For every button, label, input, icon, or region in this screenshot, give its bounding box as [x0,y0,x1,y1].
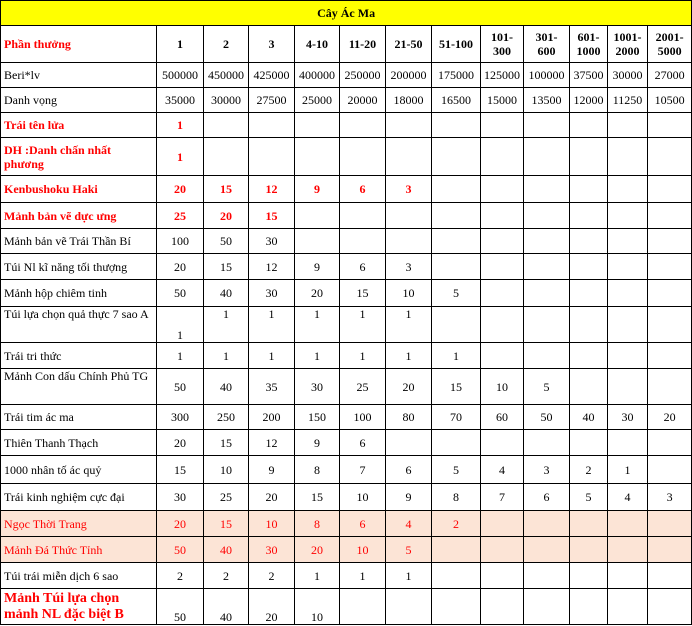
value-cell: 7 [340,456,386,484]
value-cell: 2 [204,563,249,589]
value-cell: 1 [295,343,340,369]
value-cell [340,229,386,254]
value-cell [481,537,524,563]
value-cell: 300 [157,405,204,430]
row-label: Thiên Thanh Thạch [1,430,157,456]
value-cell [608,563,648,589]
value-cell: 15 [204,511,249,537]
table-row [1,589,692,625]
value-cell [524,176,570,203]
value-cell: 100000 [524,63,570,88]
value-cell: 15 [295,484,340,511]
value-cell: 9 [295,254,340,280]
column-header: 1001-2000 [608,26,648,63]
value-cell: 10 [386,280,432,307]
row-label: Trái kinh nghiệm cực đại [1,484,157,511]
value-cell [570,254,608,280]
value-cell [432,537,481,563]
value-cell: 175000 [432,63,481,88]
value-cell: 50 [157,589,204,625]
value-cell: 20 [295,537,340,563]
column-header: 11-20 [340,26,386,63]
value-cell: 4 [386,511,432,537]
value-cell: 80 [386,405,432,430]
value-cell [432,176,481,203]
value-cell [481,254,524,280]
value-cell: 15 [157,456,204,484]
value-cell [608,511,648,537]
value-cell [481,229,524,254]
value-cell: 40 [204,280,249,307]
value-cell: 15 [204,176,249,203]
value-cell [524,430,570,456]
column-header: 301-600 [524,26,570,63]
value-cell: 1 [432,343,481,369]
table-row [1,88,692,113]
value-cell [648,589,692,625]
value-cell [648,511,692,537]
value-cell: 20 [249,484,295,511]
value-cell: 1 [204,343,249,369]
value-cell [386,203,432,229]
value-cell [432,113,481,138]
value-cell: 20 [648,405,692,430]
value-cell [608,254,648,280]
value-cell [608,280,648,307]
value-cell: 30 [249,280,295,307]
value-cell [608,229,648,254]
value-cell [570,537,608,563]
value-cell: 7 [481,484,524,511]
value-cell: 2 [157,563,204,589]
row-label: Trái tri thức [1,343,157,369]
value-cell: 15 [249,203,295,229]
value-cell [608,307,648,343]
column-header: 101-300 [481,26,524,63]
value-cell: 30 [295,369,340,405]
value-cell [432,138,481,176]
table-row [1,405,692,430]
value-cell [648,343,692,369]
value-cell: 40 [204,589,249,625]
value-cell: 35000 [157,88,204,113]
value-cell: 50 [524,405,570,430]
value-cell: 20 [157,430,204,456]
value-cell [570,138,608,176]
value-cell [386,113,432,138]
row-label: Mảnh Túi lựa chọn mảnh NL đặc biệt B [1,589,157,625]
value-cell: 13500 [524,88,570,113]
table-row [1,113,692,138]
value-cell: 5 [524,369,570,405]
value-cell: 20 [157,176,204,203]
value-cell: 1 [157,113,204,138]
value-cell [295,229,340,254]
table-row [1,563,692,589]
table-row [1,63,692,88]
value-cell [648,537,692,563]
value-cell [481,511,524,537]
value-cell: 25 [204,484,249,511]
value-cell [570,369,608,405]
table-row [1,280,692,307]
table-row [1,176,692,203]
value-cell: 1 [249,343,295,369]
value-cell: 150 [295,405,340,430]
value-cell: 20 [249,589,295,625]
value-cell [481,430,524,456]
value-cell: 9 [295,430,340,456]
row-label: Trái tim ác ma [1,405,157,430]
value-cell: 1 [204,307,249,343]
value-cell: 2 [432,511,481,537]
value-cell: 8 [295,511,340,537]
column-header: 4-10 [295,26,340,63]
table-row [1,307,692,343]
value-cell: 450000 [204,63,249,88]
value-cell: 1 [340,563,386,589]
value-cell: 6 [340,511,386,537]
value-cell [481,203,524,229]
value-cell: 5 [432,456,481,484]
value-cell: 10500 [648,88,692,113]
value-cell: 200 [249,405,295,430]
table-body [1,26,692,625]
value-cell [608,113,648,138]
value-cell [386,229,432,254]
column-header: 601-1000 [570,26,608,63]
row-label: Túi Nl kĩ năng tối thượng [1,254,157,280]
column-header: 2 [204,26,249,63]
column-header: 1 [157,26,204,63]
value-cell: 60 [481,405,524,430]
value-cell: 4 [608,484,648,511]
value-cell [648,430,692,456]
value-cell [204,113,249,138]
value-cell [570,307,608,343]
value-cell [524,511,570,537]
value-cell [524,113,570,138]
table-row [1,511,692,537]
value-cell [524,307,570,343]
header-label: Phần thưởng [1,26,157,63]
table-row [1,537,692,563]
table-row [1,254,692,280]
value-cell: 1 [386,563,432,589]
value-cell: 500000 [157,63,204,88]
value-cell [524,343,570,369]
value-cell: 4 [481,456,524,484]
value-cell: 5 [386,537,432,563]
value-cell [570,563,608,589]
value-cell [570,511,608,537]
value-cell [295,113,340,138]
value-cell: 20 [157,254,204,280]
value-cell [570,430,608,456]
value-cell [608,176,648,203]
value-cell [570,589,608,625]
value-cell [249,138,295,176]
table-row [1,138,692,176]
value-cell: 40 [204,369,249,405]
value-cell [481,563,524,589]
header-row [1,26,692,63]
value-cell [648,369,692,405]
value-cell: 25000 [295,88,340,113]
value-cell: 50 [157,369,204,405]
value-cell: 50 [204,229,249,254]
value-cell [608,203,648,229]
value-cell: 1 [157,343,204,369]
value-cell [432,203,481,229]
column-header: 2001-5000 [648,26,692,63]
table-row [1,456,692,484]
value-cell: 2 [570,456,608,484]
value-cell: 1 [295,307,340,343]
value-cell: 25 [340,369,386,405]
value-cell: 15 [204,430,249,456]
value-cell [608,369,648,405]
value-cell [340,203,386,229]
value-cell [608,430,648,456]
value-cell [570,280,608,307]
value-cell: 40 [570,405,608,430]
value-cell: 250000 [340,63,386,88]
value-cell [340,589,386,625]
value-cell [648,229,692,254]
value-cell: 30 [249,229,295,254]
value-cell [648,203,692,229]
value-cell [524,280,570,307]
value-cell [570,113,608,138]
value-cell [524,229,570,254]
table-row [1,343,692,369]
value-cell: 40 [204,537,249,563]
value-cell: 1 [157,307,204,343]
row-label: Túi lựa chọn quả thực 7 sao A [1,307,157,343]
value-cell [481,307,524,343]
value-cell: 10 [481,369,524,405]
value-cell [432,307,481,343]
value-cell [295,203,340,229]
table-row [1,229,692,254]
value-cell: 30 [608,405,648,430]
value-cell [608,537,648,563]
value-cell: 9 [249,456,295,484]
value-cell: 12 [249,430,295,456]
row-label: Mảnh bản vẽ dực ưng [1,203,157,229]
value-cell: 12000 [570,88,608,113]
value-cell [340,138,386,176]
value-cell [648,307,692,343]
row-label: Trái tên lửa [1,113,157,138]
row-label: DH :Danh chấn nhất phương [1,138,157,176]
value-cell: 27500 [249,88,295,113]
value-cell [386,589,432,625]
value-cell [432,430,481,456]
value-cell: 9 [386,484,432,511]
value-cell [386,430,432,456]
value-cell [648,563,692,589]
value-cell: 30 [249,537,295,563]
value-cell: 6 [524,484,570,511]
value-cell: 18000 [386,88,432,113]
row-label: Ngọc Thời Trang [1,511,157,537]
value-cell: 400000 [295,63,340,88]
value-cell [524,138,570,176]
value-cell: 10 [340,537,386,563]
row-label: Mảnh hộp chiêm tinh [1,280,157,307]
value-cell [608,589,648,625]
value-cell: 30 [157,484,204,511]
value-cell [570,176,608,203]
value-cell: 2 [249,563,295,589]
value-cell: 425000 [249,63,295,88]
value-cell [524,563,570,589]
value-cell [481,343,524,369]
value-cell: 1 [249,307,295,343]
value-cell: 250 [204,405,249,430]
value-cell [432,229,481,254]
table-row [1,430,692,456]
value-cell: 12 [249,176,295,203]
value-cell [648,176,692,203]
row-label: Mảnh Con dấu Chính Phủ TG [1,369,157,405]
value-cell: 15000 [481,88,524,113]
value-cell: 25 [157,203,204,229]
value-cell [524,254,570,280]
value-cell [204,138,249,176]
value-cell: 200000 [386,63,432,88]
value-cell [608,138,648,176]
value-cell: 15 [340,280,386,307]
value-cell: 1 [295,563,340,589]
value-cell [570,229,608,254]
value-cell [524,203,570,229]
table-row [1,484,692,511]
value-cell: 125000 [481,63,524,88]
row-label: Kenbushoku Haki [1,176,157,203]
value-cell: 12 [249,254,295,280]
value-cell: 50 [157,537,204,563]
value-cell [432,563,481,589]
value-cell [570,343,608,369]
value-cell: 100 [157,229,204,254]
value-cell: 10 [340,484,386,511]
value-cell [570,203,608,229]
value-cell: 27000 [648,63,692,88]
value-cell: 50 [157,280,204,307]
value-cell: 10 [249,511,295,537]
value-cell: 9 [295,176,340,203]
value-cell: 15 [432,369,481,405]
row-label: Mảnh Đá Thức Tỉnh [1,537,157,563]
value-cell: 10 [295,589,340,625]
value-cell [608,343,648,369]
value-cell [481,589,524,625]
value-cell: 6 [386,456,432,484]
row-label: Beri*lv [1,63,157,88]
value-cell: 8 [432,484,481,511]
value-cell: 20 [204,203,249,229]
value-cell: 35 [249,369,295,405]
value-cell: 5 [570,484,608,511]
value-cell [481,138,524,176]
value-cell: 1 [608,456,648,484]
value-cell [648,254,692,280]
value-cell: 6 [340,254,386,280]
value-cell [481,176,524,203]
value-cell: 1 [340,307,386,343]
value-cell [249,113,295,138]
table-row [1,203,692,229]
value-cell: 20000 [340,88,386,113]
value-cell: 37500 [570,63,608,88]
value-cell: 1 [340,343,386,369]
value-cell: 20 [157,511,204,537]
value-cell [386,138,432,176]
value-cell [648,138,692,176]
value-cell: 15 [204,254,249,280]
value-cell [524,589,570,625]
value-cell [295,138,340,176]
value-cell [524,537,570,563]
value-cell: 3 [386,254,432,280]
value-cell: 1 [386,343,432,369]
value-cell [432,589,481,625]
value-cell [481,113,524,138]
value-cell: 3 [524,456,570,484]
value-cell: 30000 [204,88,249,113]
value-cell: 20 [295,280,340,307]
value-cell: 70 [432,405,481,430]
value-cell [648,280,692,307]
table-title: Cây Ác Ma [1,1,692,26]
row-label: 1000 nhân tố ác quỷ [1,456,157,484]
row-label: Túi trái miễn dịch 6 sao [1,563,157,589]
row-label: Mảnh bản vẽ Trái Thần Bí [1,229,157,254]
column-header: 21-50 [386,26,432,63]
column-header: 3 [249,26,295,63]
value-cell: 8 [295,456,340,484]
value-cell: 100 [340,405,386,430]
value-cell: 5 [432,280,481,307]
table-row [1,369,692,405]
value-cell: 1 [386,307,432,343]
value-cell: 30000 [608,63,648,88]
row-label: Danh vọng [1,88,157,113]
column-header: 51-100 [432,26,481,63]
value-cell: 6 [340,176,386,203]
value-cell: 3 [386,176,432,203]
value-cell [648,456,692,484]
value-cell: 20 [386,369,432,405]
value-cell: 3 [648,484,692,511]
value-cell: 1 [157,138,204,176]
value-cell [648,113,692,138]
value-cell: 6 [340,430,386,456]
value-cell [340,113,386,138]
value-cell: 11250 [608,88,648,113]
value-cell [481,280,524,307]
value-cell: 16500 [432,88,481,113]
value-cell: 10 [204,456,249,484]
value-cell [432,254,481,280]
